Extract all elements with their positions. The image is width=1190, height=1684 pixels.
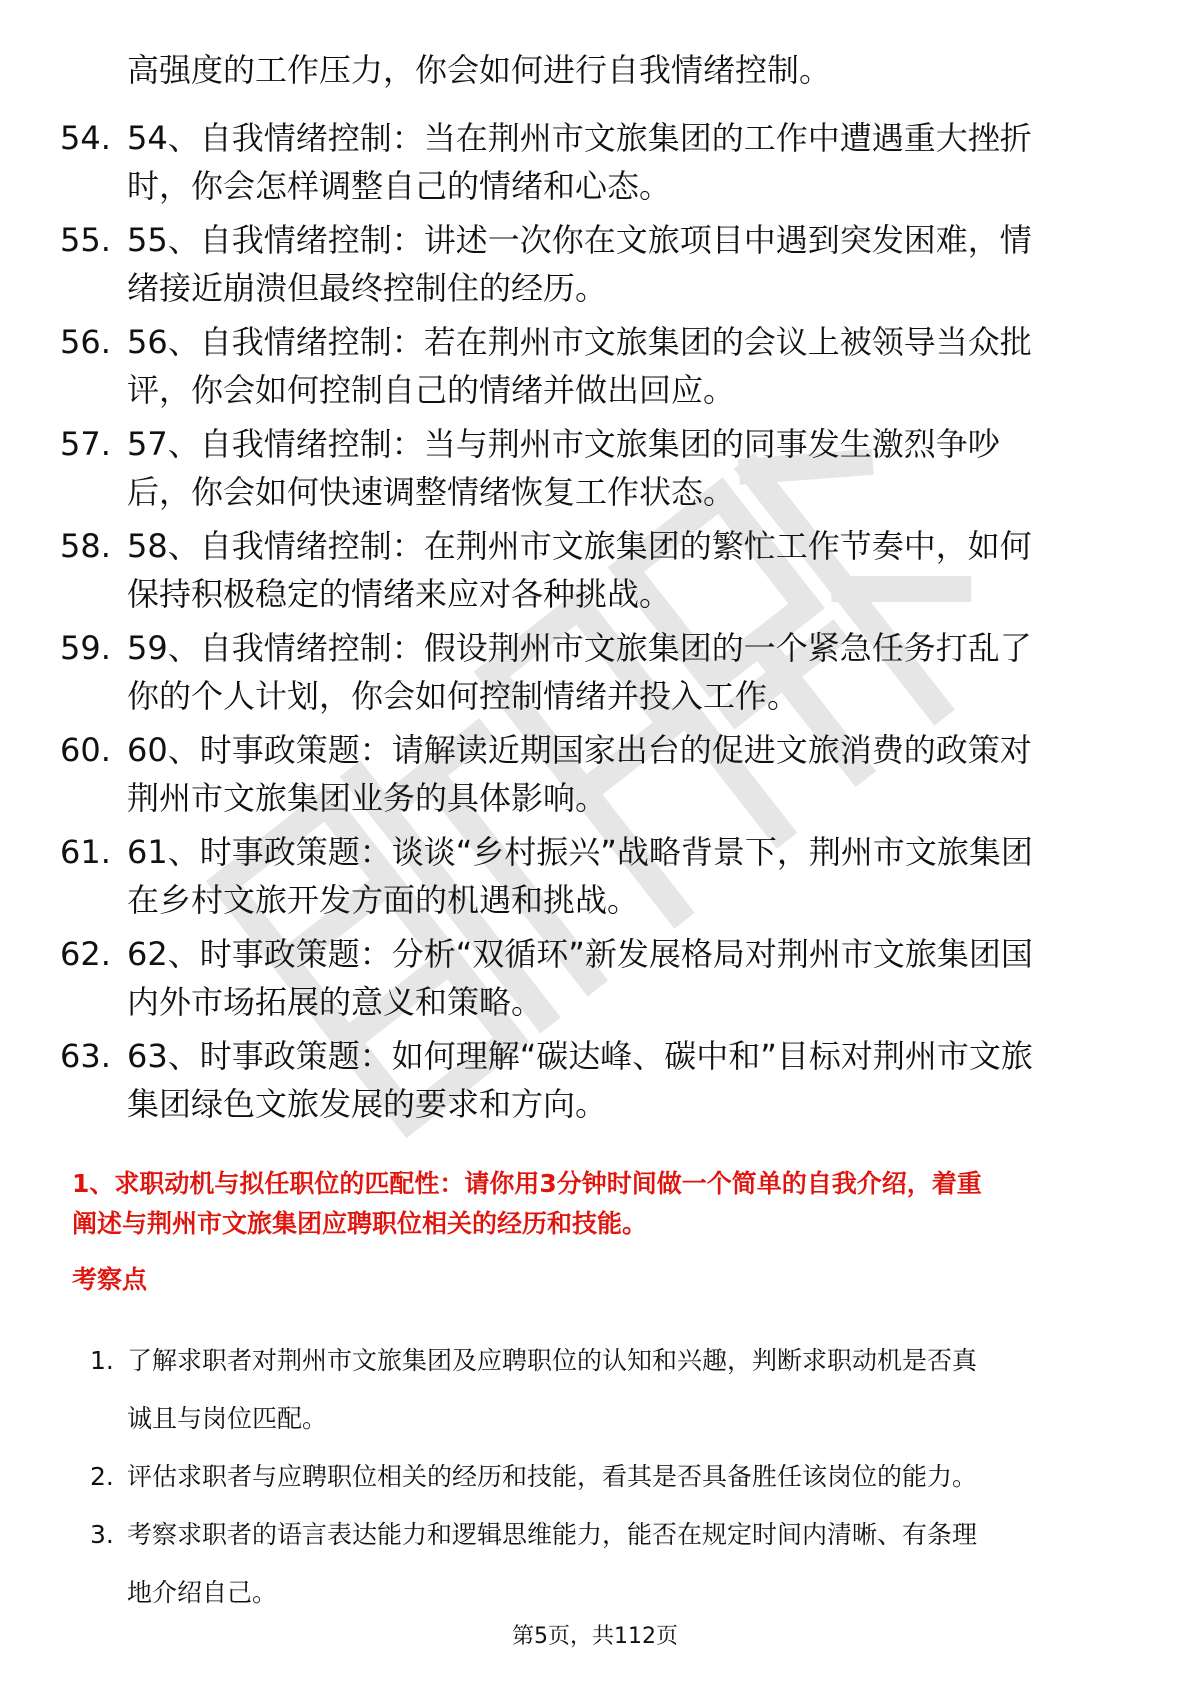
question-item bbox=[0, 624, 1190, 726]
question-continuation: 高强度的工作压力，你会如何进行自我情绪控制。 bbox=[127, 51, 832, 89]
question-list bbox=[0, 114, 1190, 1134]
question-line: 评，你会如何控制自己的情绪并做出回应。 bbox=[127, 371, 736, 409]
question-line: 保持积极稳定的情绪来应对各种挑战。 bbox=[127, 575, 672, 613]
question-item bbox=[0, 522, 1190, 624]
question-text bbox=[127, 522, 1127, 618]
question-number: 57. bbox=[60, 425, 111, 463]
point-text bbox=[127, 1448, 1127, 1506]
question-item bbox=[0, 1032, 1190, 1134]
question-line: 56、自我情绪控制：若在荆州市文旅集团的会议上被领导当众批 bbox=[127, 323, 1032, 361]
points-heading: 考察点 bbox=[72, 1265, 148, 1294]
question-number: 60. bbox=[60, 731, 111, 769]
question-line: 60、时事政策题：请解读近期国家出台的促进文旅消费的政策对 bbox=[127, 731, 1032, 769]
question-item bbox=[0, 114, 1190, 216]
question-text bbox=[127, 726, 1127, 822]
question-line: 55、自我情绪控制：讲述一次你在文旅项目中遇到突发困难，情 bbox=[127, 221, 1032, 259]
question-number: 55. bbox=[60, 221, 111, 259]
question-number: 63. bbox=[60, 1037, 111, 1075]
question-text bbox=[127, 930, 1127, 1026]
question-text bbox=[127, 1032, 1127, 1128]
highlight-question bbox=[72, 1164, 1132, 1244]
question-line: 时，你会怎样调整自己的情绪和心态。 bbox=[127, 167, 672, 205]
question-item bbox=[0, 828, 1190, 930]
question-item bbox=[0, 930, 1190, 1032]
question-line: 内外市场拓展的意义和策略。 bbox=[127, 983, 544, 1021]
question-number: 62. bbox=[60, 935, 111, 973]
point-item bbox=[0, 1332, 1190, 1448]
question-line: 62、时事政策题：分析“双循环”新发展格局对荆州市文旅集团国 bbox=[127, 935, 1033, 973]
point-number: 3. bbox=[90, 1520, 114, 1549]
point-number: 2. bbox=[90, 1462, 114, 1491]
point-line: 了解求职者对荆州市文旅集团及应聘职位的认知和兴趣，判断求职动机是否真 bbox=[127, 1346, 978, 1375]
question-line: 集团绿色文旅发展的要求和方向。 bbox=[127, 1085, 608, 1123]
question-line: 绪接近崩溃但最终控制住的经历。 bbox=[127, 269, 608, 307]
question-line: 在乡村文旅开发方面的机遇和挑战。 bbox=[127, 881, 640, 919]
point-number: 1. bbox=[90, 1346, 114, 1375]
question-line: 63、时事政策题：如何理解“碳达峰、碳中和”目标对荆州市文旅 bbox=[127, 1037, 1033, 1075]
question-item bbox=[0, 726, 1190, 828]
question-item bbox=[0, 216, 1190, 318]
question-line: 后，你会如何快速调整情绪恢复工作状态。 bbox=[127, 473, 736, 511]
point-line: 诚且与岗位匹配。 bbox=[127, 1404, 328, 1433]
question-text bbox=[127, 828, 1127, 924]
question-line: 61、时事政策题：谈谈“乡村振兴”战略背景下，荆州市文旅集团 bbox=[127, 833, 1033, 871]
point-item bbox=[0, 1506, 1190, 1622]
highlight-line: 1、求职动机与拟任职位的匹配性：请你用3分钟时间做一个简单的自我介绍，着重 bbox=[72, 1169, 982, 1198]
question-number: 59. bbox=[60, 629, 111, 667]
question-number: 58. bbox=[60, 527, 111, 565]
point-line: 地介绍自己。 bbox=[127, 1578, 278, 1607]
point-text bbox=[127, 1506, 1127, 1622]
question-text bbox=[127, 624, 1127, 720]
question-line: 57、自我情绪控制：当与荆州市文旅集团的同事发生激烈争吵 bbox=[127, 425, 1000, 463]
point-item bbox=[0, 1448, 1190, 1506]
question-line: 荆州市文旅集团业务的具体影响。 bbox=[127, 779, 608, 817]
point-text bbox=[127, 1332, 1127, 1448]
question-line: 58、自我情绪控制：在荆州市文旅集团的繁忙工作节奏中，如何 bbox=[127, 527, 1032, 565]
question-item bbox=[0, 318, 1190, 420]
highlight-line: 阐述与荆州市文旅集团应聘职位相关的经历和技能。 bbox=[72, 1209, 648, 1238]
question-line: 你的个人计划，你会如何控制情绪并投入工作。 bbox=[127, 677, 800, 715]
point-line: 评估求职者与应聘职位相关的经历和技能，看其是否具备胜任该岗位的能力。 bbox=[127, 1462, 978, 1491]
points-list bbox=[0, 1332, 1190, 1622]
question-line: 54、自我情绪控制：当在荆州市文旅集团的工作中遭遇重大挫折 bbox=[127, 119, 1032, 157]
question-text bbox=[127, 420, 1127, 516]
question-number: 56. bbox=[60, 323, 111, 361]
question-text bbox=[127, 216, 1127, 312]
question-text bbox=[127, 318, 1127, 414]
question-number: 54. bbox=[60, 119, 111, 157]
question-text bbox=[127, 114, 1127, 210]
question-item bbox=[0, 420, 1190, 522]
question-number: 61. bbox=[60, 833, 111, 871]
question-line: 59、自我情绪控制：假设荆州市文旅集团的一个紧急任务打乱了 bbox=[127, 629, 1032, 667]
point-line: 考察求职者的语言表达能力和逻辑思维能力，能否在规定时间内清晰、有条理 bbox=[127, 1520, 978, 1549]
page-footer: 第5页，共112页 bbox=[512, 1624, 678, 1649]
